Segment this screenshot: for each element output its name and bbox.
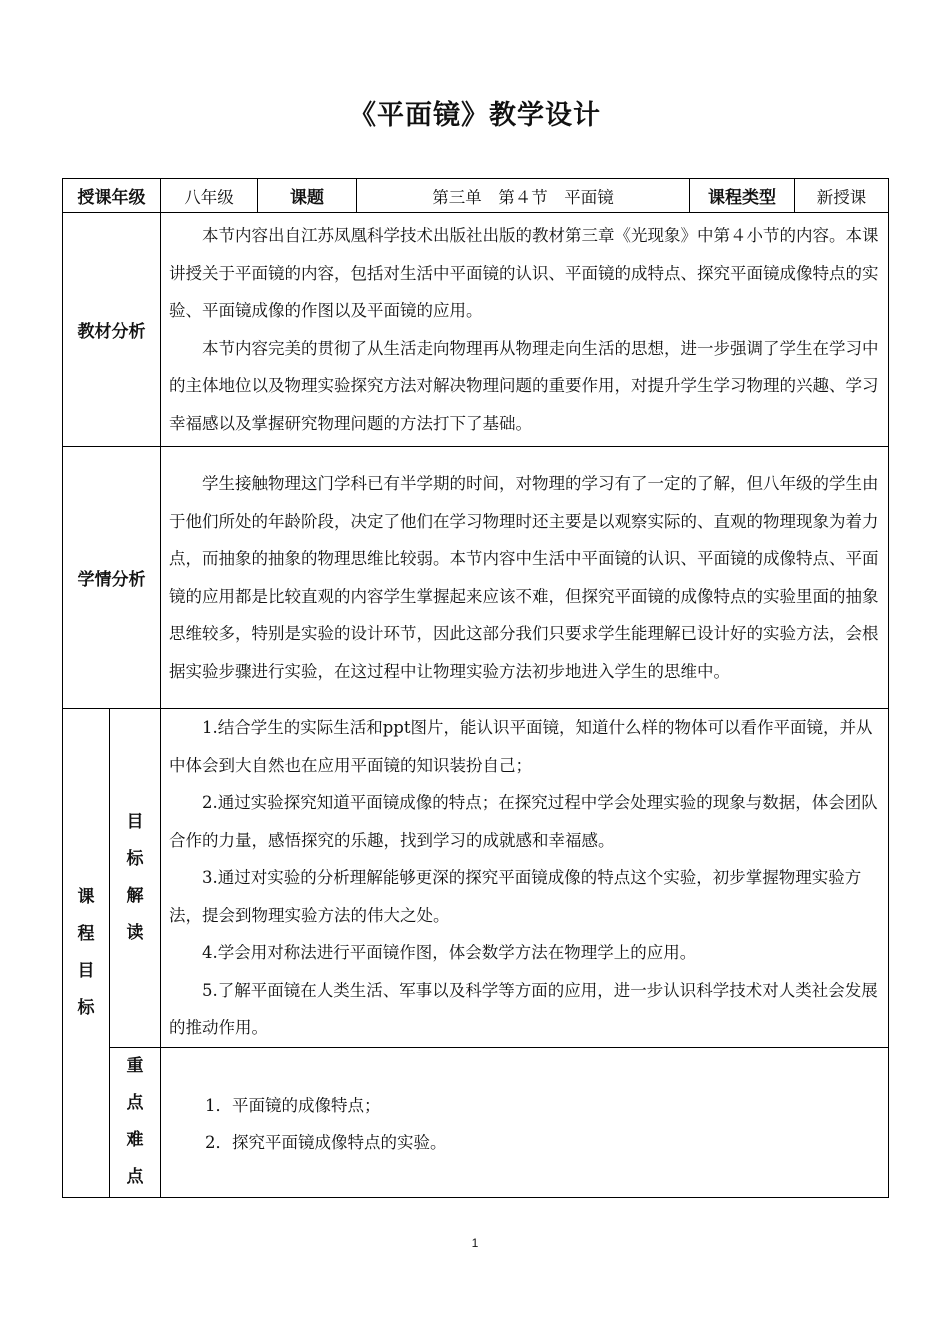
key-points-content [161,1047,889,1197]
course-goals-label: 课 程 目 标 [63,709,110,1198]
course-type-label: 课程类型 [690,179,795,213]
material-paragraph-2: 本节内容完美的贯彻了从生活走向物理再从物理走向生活的思想，进一步强调了学生在学习中的主体地位以及物理实验探究方法对解决物理问题的重要作用，对提升学生学习物理的兴趣、学习幸福感以及掌握研究物理问题的方法打下了基础。 [169,338,879,433]
objective-1: 1.结合学生的实际生活和ppt图片，能认识平面镜，知道什么样的物体可以看作平面镜，并从中体会到大自然也在应用平面镜的知识装扮自己； [169,718,873,775]
material-paragraph-1: 本节内容出自江苏凤凰科学技术出版社出版的教材第三章《光现象》中第４小节的内容。本课讲授关于平面镜的内容，包括对生活中平面镜的认识、平面镜的成特点、探究平面镜成像特点的实验、平面镜成像的作图以及平面镜的应用。 [169,226,879,320]
grade-label: 授课年级 [63,179,161,213]
objective-5: 5.了解平面镜在人类生活、军事以及科学等方面的应用，进一步认识科学技术对人类社会发展的推动作用。 [169,980,878,1037]
topic-label: 课题 [258,179,357,213]
lesson-plan-table [62,178,889,1198]
objective-4: 4.学会用对称法进行平面镜作图，体会数学方法在物理学上的应用。 [202,943,697,962]
course-type-value: 新授课 [795,179,889,213]
key-points-row [63,1047,889,1197]
key-point-1: 1．平面镜的成像特点； [205,1096,381,1115]
grade-value: 八年级 [161,179,258,213]
objectives-content [161,709,889,1048]
objective-3: 3.通过对实验的分析理解能够更深的探究平面镜成像的特点这个实验，初步掌握物理实验方法，提会到物理实验方法的伟大之处。 [169,868,862,925]
header-row [63,179,889,213]
material-label: 教材分析 [63,213,161,447]
objectives-label: 目 标 解 读 [110,709,161,1048]
material-row [63,213,889,447]
student-row [63,447,889,709]
material-content [161,213,889,447]
student-paragraph-1: 学生接触物理这门学科已有半学期的时间，对物理的学习有了一定的了解，但八年级的学生由于他们所处的年龄阶段，决定了他们在学习物理时还主要是以观察实际的、直观的物理现象为着力点，而抽象的抽象的物理思维比较弱。本节内容中生活中平面镜的认识、平面镜的成像特点、平面镜的应用都是比较直观的内容学生掌握起来应该不难，但探究平面镜的成像特点的实验里面的抽象思维较多，特别是实验的设计环节，因此这部分我们只要求学生能理解已设计好的实验方法，会根据实验步骤进行实验，在这过程中让物理实验方法初步地进入学生的思维中。 [169,474,879,681]
key-point-2: 2．探究平面镜成像特点的实验。 [205,1133,447,1152]
page-number: 1 [471,1236,479,1250]
key-points-label: 重 点 难 点 [110,1047,161,1197]
topic-value: 第三单 第４节 平面镜 [357,179,690,213]
student-label: 学情分析 [63,447,161,709]
objective-2: 2.通过实验探究知道平面镜成像的特点；在探究过程中学会处理实验的现象与数据，体会团队合作的力量，感悟探究的乐趣，找到学习的成就感和幸福感。 [169,793,878,850]
objectives-row [63,709,889,1048]
document-title: 《平面镜》教学设计 [349,100,601,131]
student-content [161,447,889,709]
